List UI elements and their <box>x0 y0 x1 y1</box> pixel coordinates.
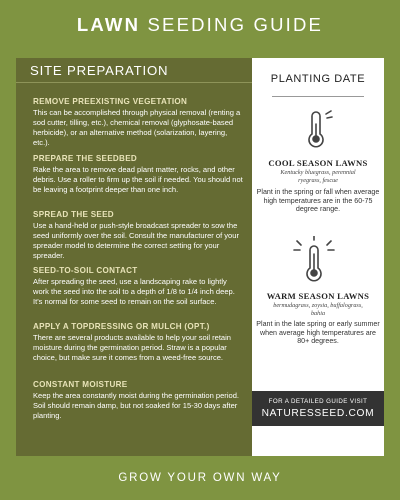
warm-season-species: bermudagrass, zoysia, buffalograss, bahia <box>273 302 363 317</box>
step-body: Keep the area constantly moist during the germination period. Soil should remain damp, but not soaked for 15-30 days after planting. <box>33 391 239 420</box>
step-body: Rake the area to remove dead plant matter, rocks, and other debris. Use a roller to firm up the soil if needed. You should not be leaving a footprint deeper than one inch. <box>33 165 243 194</box>
planting-date-divider <box>272 96 364 97</box>
step-title: APPLY A TOPDRESSING OR MULCH (OPT.) <box>33 322 210 331</box>
section-divider <box>16 82 252 83</box>
warm-season-title: WARM SEASON LAWNS <box>266 291 370 301</box>
step-spread-seed <box>33 210 244 261</box>
footer-tagline: GROW YOUR OWN WAY <box>118 472 282 484</box>
step-body: Use a hand-held or push-style broadcast spreader to sow the seed uniformly over the soil. Consult the manufacturer of your spreader model to determine the correct setting for your spreader. <box>33 221 239 260</box>
step-body: This can be accomplished through physical removal (renting a sod cutter, tilling, etc.), chemical removal (glyphosate-based herbicide), or an alternative method (solarization, layering, etc.). <box>33 108 241 147</box>
cta-link[interactable]: NATURESSEED.COM <box>261 408 375 419</box>
thermometer-sun-icon <box>288 236 344 286</box>
step-title: REMOVE PREEXISTING VEGETATION <box>33 97 188 106</box>
step-title: PREPARE THE SEEDBED <box>33 154 138 163</box>
step-topdressing <box>33 322 244 363</box>
step-body: There are several products available to help your soil retain moisture during the germination period. Straw is a popular choice, but make sure it comes from a weed-free source. <box>33 333 232 362</box>
step-body: After spreading the seed, use a landscaping rake to lightly work the seed into the soil to a depth of 1/8 to 1/4 inch deep. It's normal for some seed to remain on the soil surface. <box>33 277 235 306</box>
cool-season-title: COOL SEASON LAWNS <box>268 158 368 168</box>
cool-season-text: Plant in the spring or fall when average high temperatures are in the 60-75 degree range. <box>256 188 380 214</box>
site-preparation-heading: SITE PREPARATION <box>30 63 169 78</box>
step-seed-soil-contact <box>33 266 244 307</box>
step-title: SPREAD THE SEED <box>33 210 114 219</box>
step-prepare-seedbed <box>33 154 244 195</box>
thermometer-cool-icon <box>292 104 340 152</box>
cta-banner[interactable] <box>252 391 384 426</box>
page-title <box>0 14 400 36</box>
step-remove-vegetation <box>33 97 244 148</box>
planting-date-heading: PLANTING DATE <box>270 73 366 85</box>
step-title: SEED-TO-SOIL CONTACT <box>33 266 138 275</box>
step-title: CONSTANT MOISTURE <box>33 380 128 389</box>
title-bold: LAWN <box>76 14 141 35</box>
warm-season-text: Plant in the late spring or early summer when average high temperatures are 80+ degrees. <box>256 320 380 346</box>
cta-text: FOR A DETAILED GUIDE VISIT <box>268 398 368 405</box>
title-rest: SEEDING GUIDE <box>140 14 324 35</box>
step-constant-moisture <box>33 380 244 421</box>
cool-season-species: Kentucky bluegrass, perennial ryegrass, fescue <box>280 169 356 184</box>
